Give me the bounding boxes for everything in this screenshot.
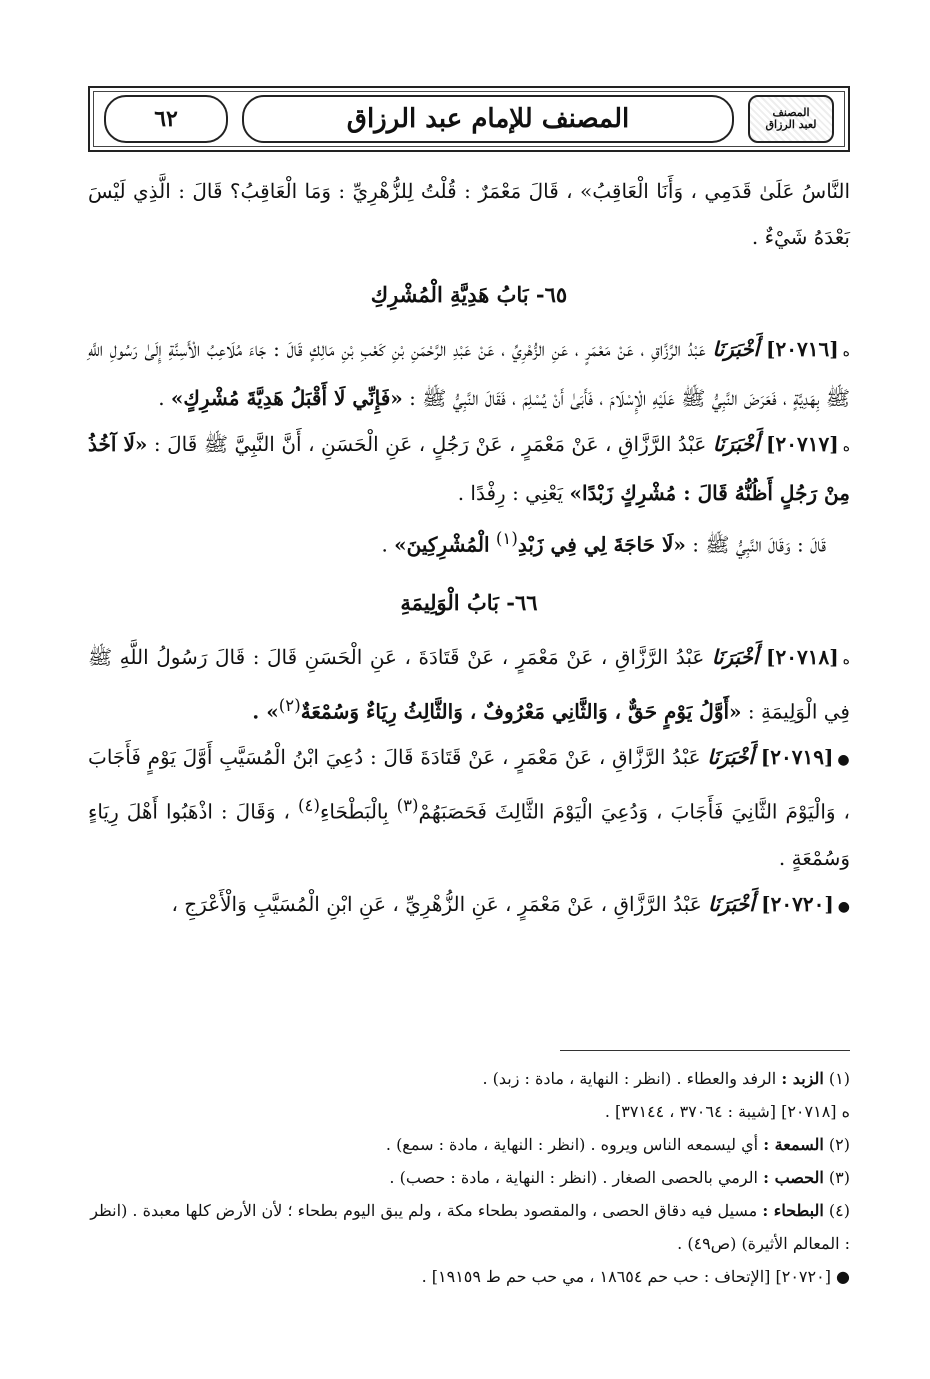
hadith-marker: ه (842, 651, 851, 668)
hadith-marker: ● (837, 898, 850, 915)
footnotes (88, 1062, 850, 1293)
hadith-20719 (88, 734, 850, 881)
footnote-number: (٣) (828, 1168, 850, 1187)
hadith-end: » . (252, 699, 279, 724)
source-note-20720: ● [٢٠٧٢٠] [الإتحاف : حب حم ١٨٦٥٤ ، مي حب حم ط ١٩١٥٩] . (421, 1267, 850, 1286)
footnote-number: (٢) (828, 1135, 850, 1154)
footnote-ref-3: (٣) (396, 796, 419, 816)
hadith-number: [٢٠٧١٦] (766, 337, 839, 361)
source-note-20718: ه [٢٠٧١٨] [شيبة : ٣٧٠٦٤ ، ٣٧١٤٤] . (604, 1102, 850, 1121)
footnote-text: مسيل فيه دقاق الحصى ، والمقصود بطحاء مكة ، ولم يبق اليوم بطحاء ؛ لأن الأرض كلها معبدة . (انظر : المعالم الأثيرة) (ص٤٩) . (90, 1201, 850, 1253)
hadith-text: عَبْدُ الرَّزَّاقِ ، عَنْ مَعْمَرٍ ، عَنِ الزُّهْرِيِّ ، عَنِ ابْنِ الْمُسَيَّبِ وَالْأَعْرَجِ ، (171, 891, 702, 916)
narration-opening: أَخْبَرَنَا (711, 644, 759, 669)
hadith-number: [٢٠٧١٨] (766, 644, 839, 669)
prophetic-quote: «لَا آخُذُ مِنْ رَجُلٍ أَظُنُّهُ قَالَ : مُشْرِكٍ زَبْدًا» (88, 432, 850, 505)
prophetic-quote-end: الْمُشْرِكِينَ» (394, 532, 490, 557)
prophetic-quote: «أَوَّلُ يَوْمٍ حَقٌّ ، وَالثَّانِي مَعْرُوفٌ ، وَالثَّالِثُ رِيَاءٌ وَسُمْعَةٌ (300, 699, 742, 724)
chapter-heading-65: ٦٥- بَابُ هَدِيَّةِ الْمُشْرِكِ (370, 282, 568, 307)
footnote-term: الزبد : (781, 1069, 824, 1088)
footnote-separator (560, 1050, 850, 1051)
main-text (88, 168, 850, 930)
hadith-20720 (88, 881, 850, 930)
hadith-end: . (381, 532, 388, 557)
footnote-text: الرمي بالحصى الصغار . (انظر : النهاية ، مادة : حصب) . (389, 1168, 758, 1187)
footnote-1 (88, 1062, 850, 1095)
footnote-2 (88, 1128, 850, 1161)
narration-opening: أَخْبَرَنَا (707, 745, 755, 770)
footnote-3 (88, 1161, 850, 1194)
hadith-text: عَبْدُ الرَّزَّاقِ ، عَنْ مَعْمَرٍ ، عَنْ قَتَادَةَ قَالَ : دُعِيَ ابْنُ الْمُسَيَّبِ أَوَّلَ يَوْمٍ فَأَجَابَ ، وَالْيَوْمَ الثَّانِيَ فَأَجَابَ ، وَدُعِيَ الْيَوْمَ الثَّالِثَ فَحَصَبَهُمْ (88, 745, 851, 824)
narration-opening: أَخْبَرَنَا (712, 432, 760, 456)
narration-opening: أَخْبَرَنَا (712, 337, 760, 361)
footnote-ref-2: (٢) (278, 695, 301, 715)
paragraph-continued: النَّاسُ عَلَىٰ قَدَمِي ، وَأَنَا الْعَاقِبُ» ، قَالَ مَعْمَرٌ : قُلْتُ لِلزُّهْرِيِّ : وَمَا الْعَاقِبُ؟ قَالَ : الَّذِي لَيْسَ بَعْدَهُ شَيْءٌ . (88, 179, 850, 249)
narration-opening: أَخْبَرَنَا (708, 891, 755, 916)
hadith-20717 (88, 421, 850, 516)
hadith-number: [٢٠٧١٧] (766, 432, 839, 456)
footnote-text: أي ليسمعه الناس ويروه . (انظر : النهاية ، مادة : سمع) . (385, 1135, 759, 1154)
hadith-number: [٢٠٧١٩] (760, 745, 834, 770)
hadith-marker: ه (842, 344, 850, 360)
footnote-4 (88, 1194, 850, 1260)
footnote-number: (٤) (828, 1201, 850, 1220)
footnote-ref-1: (١) (495, 529, 518, 548)
hadith-end: يَعْنِي : رِفْدًا . (457, 481, 564, 505)
chapter-heading-66: ٦٦- بَابُ الْوَلِيمَةِ (400, 589, 538, 615)
page-header (88, 86, 850, 152)
footnote-text: الرفد والعطاء . (انظر : النهاية ، مادة : زبد) . (482, 1069, 777, 1088)
hadith-end: . (158, 386, 165, 410)
footnote-term: الحصب : (763, 1168, 824, 1187)
book-seal (748, 95, 834, 143)
prophetic-quote: «فَإِنِّي لَا أَقْبَلُ هَدِيَّةَ مُشْرِكٍ» (170, 386, 403, 410)
hadith-text: عَبْدُ الرَّزَّاقِ ، عَنْ مَعْمَرٍ ، عَنْ قَتَادَةَ ، عَنِ الْحَسَنِ قَالَ : قَالَ رَسُولُ اللَّهِ ﷺ فِي الْوَلِيمَةِ : (88, 644, 850, 724)
hadith-marker: ه (842, 439, 851, 455)
hadith-marker: ● (837, 752, 850, 769)
running-title: المصنف للإمام عبد الرزاق (242, 95, 734, 143)
hadith-text: عَبْدُ الرَّزَّاقِ ، عَنْ مَعْمَرٍ ، عَنْ رَجُلٍ ، عَنِ الْحَسَنِ ، أَنَّ النَّبِيَّ ﷺ قَالَ : (153, 432, 707, 456)
footnote-number: (١) (828, 1069, 850, 1088)
footnote-term: السمعة : (763, 1135, 824, 1154)
seal-text: المصنف لعبد الرزاق (765, 105, 817, 131)
footnote-term: البطحاء : (762, 1201, 824, 1220)
page-number: ٦٢ (104, 95, 228, 143)
hadith-text-end: ، وَقَالَ : اذْهَبُوا أَهْلَ رِيَاءٍ وَسُمْعَةٍ . (88, 799, 850, 870)
hadith-20717-continued (88, 516, 850, 568)
hadith-text: قَالَ : وَقَالَ النَّبِيُّ ﷺ : (692, 532, 826, 557)
hadith-20718 (88, 634, 850, 735)
hadith-number: [٢٠٧٢٠] (761, 891, 834, 916)
prophetic-quote: «لَا حَاجَةَ لِي فِي زَبْدِ (517, 532, 686, 557)
hadith-text: عَبْدُ الرَّزَّاقِ ، عَنْ مَعْمَرٍ ، عَنِ الزُّهْرِيِّ ، عَنْ عَبْدِ الرَّحْمَنِ بْنِ كَعْبِ بْنِ مَالِكٍ قَالَ : جَاءَ مُلَاعِبُ الْأَسِنَّةِ إِلَىٰ رَسُولِ اللَّهِ ﷺ بِهَدِيَّةٍ ، فَعَرَضَ النَّبِيُّ ﷺ عَلَيْهِ الْإِسْلَامَ ، فَأَبَىٰ أَنْ يُسْلِمَ ، فَقَالَ النَّبِيُّ ﷺ : (88, 337, 850, 410)
hadith-20716 (88, 326, 850, 421)
hadith-text-place: بِالْبَطْحَاءِ (319, 799, 389, 824)
footnote-ref-4: (٤) (298, 796, 320, 816)
